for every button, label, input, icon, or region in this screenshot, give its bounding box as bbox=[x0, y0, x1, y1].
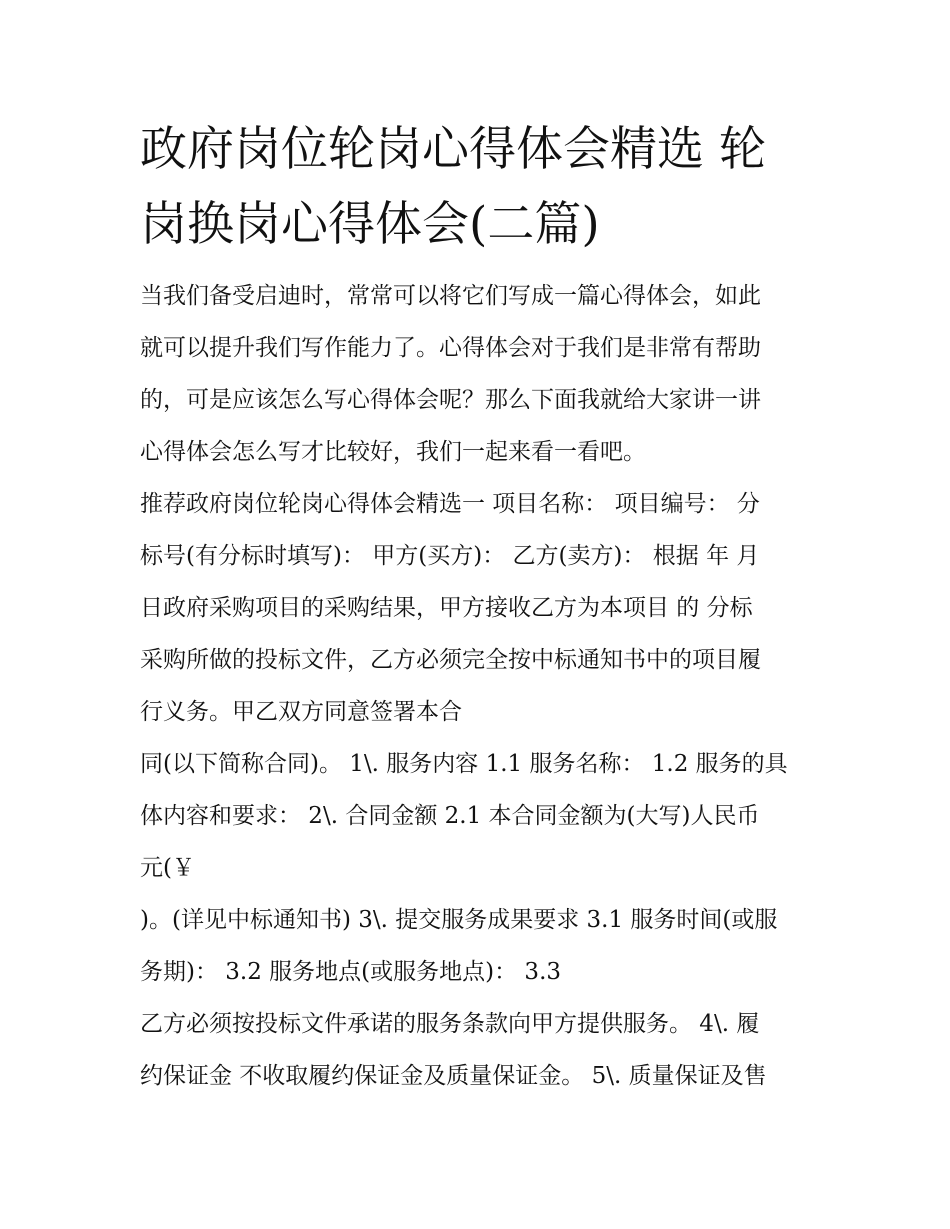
text-line: 心得体会怎么写才比较好，我们一起来看一看吧。 bbox=[140, 439, 646, 465]
title-line: 政府岗位轮岗心得体会精选 轮 bbox=[140, 122, 766, 177]
paragraph-performance-bond bbox=[140, 998, 820, 1102]
text-line: )。(详见中标通知书) 3\. 提交服务成果要求 3.1 服务时间(或服 bbox=[140, 907, 778, 933]
paragraph-service-requirements bbox=[140, 894, 820, 998]
document-body bbox=[140, 270, 820, 1102]
title-line: 岗换岗心得体会(二篇) bbox=[140, 197, 600, 252]
text-line: 乙方必须按投标文件承诺的服务条款向甲方提供服务。 4\. 履 bbox=[140, 1011, 760, 1037]
text-line: 元(￥ bbox=[140, 855, 195, 881]
text-line: 标号(有分标时填写)： 甲方(买方)： 乙方(卖方)： 根据 年 月 bbox=[140, 543, 760, 569]
text-line: 的，可是应该怎么写心得体会呢？那么下面我就给大家讲一讲 bbox=[140, 387, 761, 413]
text-line: 同(以下简称合同)。 1\. 服务内容 1.1 服务名称： 1.2 服务的具 bbox=[140, 751, 788, 777]
paragraph-service-content bbox=[140, 738, 820, 894]
text-line: 体内容和要求： 2\. 合同金额 2.1 本合同金额为(大写)人民币 bbox=[140, 803, 760, 829]
text-line: 采购所做的投标文件，乙方必须完全按中标通知书中的项目履 bbox=[140, 647, 761, 673]
paragraph-contract-intro bbox=[140, 478, 820, 738]
text-line: 约保证金 不收取履约保证金及质量保证金。 5\. 质量保证及售 bbox=[140, 1063, 767, 1089]
text-line: 推荐政府岗位轮岗心得体会精选一 项目名称： 项目编号： 分 bbox=[140, 491, 760, 517]
document-page bbox=[140, 112, 820, 1102]
document-title bbox=[140, 112, 820, 262]
text-line: 日政府采购项目的采购结果，甲方接收乙方为本项目 的 分标 bbox=[140, 595, 753, 621]
text-line: 务期)： 3.2 服务地点(或服务地点)： 3.3 bbox=[140, 959, 562, 985]
text-line: 就可以提升我们写作能力了。心得体会对于我们是非常有帮助 bbox=[140, 335, 761, 361]
text-line: 当我们备受启迪时，常常可以将它们写成一篇心得体会，如此 bbox=[140, 283, 761, 309]
text-line: 行义务。甲乙双方同意签署本合 bbox=[140, 699, 462, 725]
paragraph-intro bbox=[140, 270, 820, 478]
